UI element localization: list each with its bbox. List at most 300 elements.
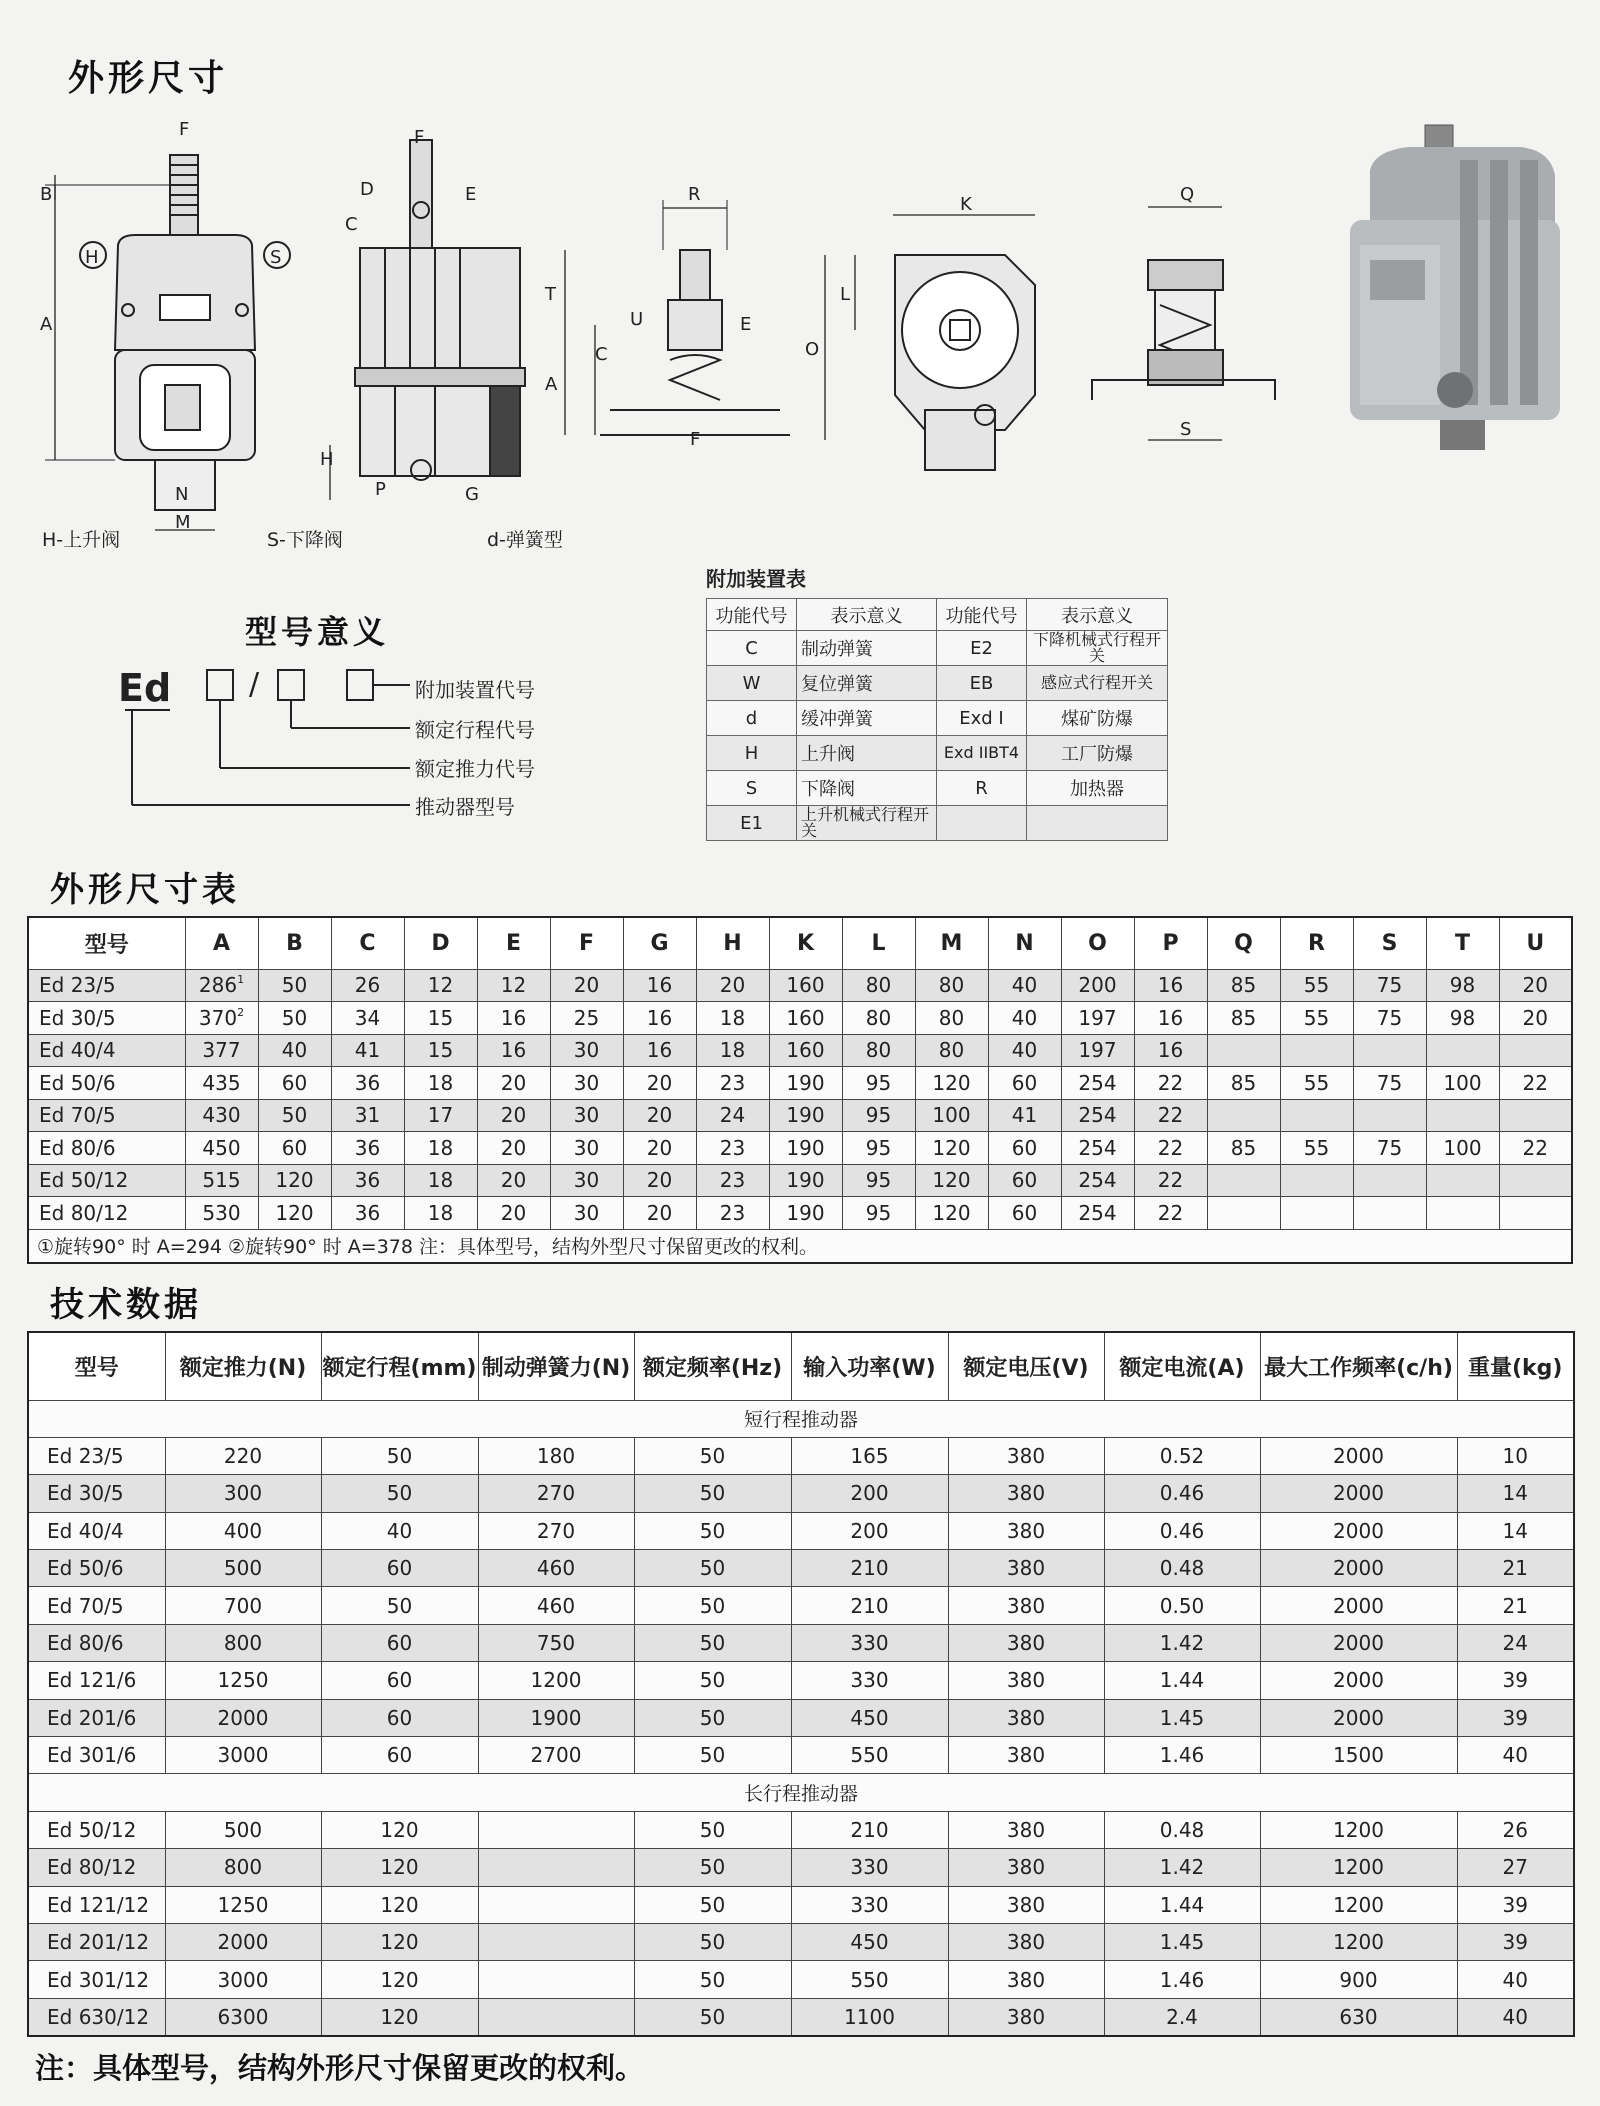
accessories-header-row [707,599,1168,631]
tech-value-cell: 380 [948,1550,1104,1587]
tech-value-cell: 210 [791,1550,948,1587]
tech-value-cell: 1500 [1260,1737,1457,1774]
tech-header-cell: 额定频率(Hz) [634,1332,791,1400]
dim-value-cell: 30 [550,1099,623,1132]
tech-row [28,1512,1574,1549]
svg-text:F: F [414,127,425,148]
dim-value-cell: 23 [696,1132,769,1165]
dim-value-cell: 40 [988,1034,1061,1067]
section-view-drawing [1092,207,1275,440]
accessories-row [707,666,1168,701]
acc-code: S [707,771,797,806]
dim-value-cell: 16 [1134,969,1207,1002]
dim-header-cell: N [988,917,1061,969]
dim-model-cell: Ed 50/6 [28,1067,185,1100]
tech-row [28,1662,1574,1699]
tech-value-cell: 210 [791,1587,948,1624]
dimensions-header-row [28,917,1572,969]
dim-value-cell [1426,1034,1499,1067]
dim-value-cell [1207,1197,1280,1230]
dim-value-cell: 190 [769,1197,842,1230]
tech-model-cell: Ed 301/6 [28,1737,165,1774]
dim-value-cell: 55 [1280,969,1353,1002]
tech-value-cell: 1200 [1260,1811,1457,1848]
tech-value-cell: 380 [948,1923,1104,1960]
tech-value-cell: 300 [165,1475,321,1512]
tech-value-cell: 380 [948,1811,1104,1848]
tech-value-cell: 60 [321,1624,478,1661]
dim-value-cell: 85 [1207,969,1280,1002]
dim-value-cell: 30 [550,1197,623,1230]
model-item-type: 推动器型号 [415,795,515,819]
tech-row [28,1886,1574,1923]
tech-header-cell: 制动弹簧力(N) [478,1332,634,1400]
acc-code: E1 [707,806,797,841]
dim-value-cell: 36 [331,1132,404,1165]
tech-value-cell: 39 [1457,1886,1574,1923]
dim-value-cell: 18 [696,1034,769,1067]
caption-h: H-上升阀 [42,529,121,551]
tech-value-cell: 50 [634,1849,791,1886]
dim-value-cell: 40 [258,1034,331,1067]
svg-text:B: B [40,184,53,205]
acc-meaning [1027,806,1168,841]
tech-model-cell: Ed 121/12 [28,1886,165,1923]
dim-value-cell: 16 [477,1002,550,1035]
spring-drawing [565,200,790,435]
dim-value-cell: 23 [696,1197,769,1230]
dim-value-cell [1207,1164,1280,1197]
tech-model-cell: Ed 201/6 [28,1699,165,1736]
dim-value-cell: 85 [1207,1132,1280,1165]
tech-model-cell: Ed 630/12 [28,1998,165,2035]
tech-value-cell: 120 [321,1849,478,1886]
svg-text:N: N [175,484,189,505]
accessories-row [707,701,1168,736]
tech-value-cell: 60 [321,1662,478,1699]
dim-header-cell: G [623,917,696,969]
tech-value-cell: 2000 [1260,1587,1457,1624]
dim-value-cell: 20 [623,1067,696,1100]
tech-model-cell: Ed 80/6 [28,1624,165,1661]
dim-value-cell: 160 [769,969,842,1002]
tech-model-cell: Ed 301/12 [28,1961,165,1998]
dim-value-cell: 100 [915,1099,988,1132]
dim-value-cell: 197 [1061,1002,1134,1035]
footer-note: 注：具体型号，结构外形尺寸保留更改的权利。 [35,2051,645,2085]
svg-text:T: T [545,284,556,305]
dim-value-cell: 60 [988,1164,1061,1197]
dims-table-title: 外形尺寸表 [50,870,240,910]
dim-value-cell [1353,1197,1426,1230]
dim-value-cell: 55 [1280,1067,1353,1100]
dim-value-cell [1499,1034,1572,1067]
model-item-force: 额定推力代号 [415,757,535,781]
dim-value-cell: 18 [696,1002,769,1035]
tech-value-cell: 1.42 [1104,1624,1260,1661]
tech-value-cell: 3000 [165,1737,321,1774]
tech-value-cell [478,1849,634,1886]
tech-value-cell: 50 [321,1587,478,1624]
dim-value-cell [1207,1034,1280,1067]
dim-value-cell: 20 [623,1164,696,1197]
tech-header-cell: 重量(kg) [1457,1332,1574,1400]
acc-code: EB [937,666,1027,701]
acc-meaning: 加热器 [1027,771,1168,806]
tech-value-cell [478,1811,634,1848]
tech-value-cell: 21 [1457,1587,1574,1624]
caption-s: S-下降阀 [267,529,343,551]
svg-text:C: C [345,214,358,235]
dim-value-cell: 80 [842,1034,915,1067]
dim-value-cell: 85 [1207,1002,1280,1035]
dim-value-cell: 22 [1134,1067,1207,1100]
dim-value-cell: 377 [185,1034,258,1067]
dim-value-cell: 120 [915,1197,988,1230]
tech-value-cell: 380 [948,1961,1104,1998]
tech-section-label: 长行程推动器 [28,1774,1574,1811]
svg-text:A: A [40,314,53,335]
tech-value-cell: 270 [478,1512,634,1549]
dim-value-cell: 75 [1353,969,1426,1002]
svg-text:F: F [690,429,701,450]
dimensions-table [27,916,1573,1264]
dim-value-cell: 17 [404,1099,477,1132]
tech-value-cell: 1.46 [1104,1737,1260,1774]
tech-value-cell: 120 [321,1886,478,1923]
dim-value-cell: 31 [331,1099,404,1132]
dim-value-cell: 18 [404,1132,477,1165]
model-meaning-title: 型号意义 [245,613,390,651]
tech-value-cell: 120 [321,1961,478,1998]
tech-value-cell: 180 [478,1437,634,1474]
dim-value-cell: 36 [331,1197,404,1230]
tech-value-cell: 1.46 [1104,1961,1260,1998]
tech-row [28,1737,1574,1774]
acc-code: d [707,701,797,736]
acc-code: R [937,771,1027,806]
dim-value-cell: 60 [988,1197,1061,1230]
tech-value-cell: 450 [791,1699,948,1736]
svg-text:M: M [175,512,191,533]
dim-value-cell: 197 [1061,1034,1134,1067]
dim-header-cell: M [915,917,988,969]
tech-value-cell: 6300 [165,1998,321,2035]
tech-value-cell: 50 [321,1437,478,1474]
dim-value-cell: 16 [1134,1002,1207,1035]
tech-model-cell: Ed 201/12 [28,1923,165,1960]
tech-value-cell: 210 [791,1811,948,1848]
model-prefix: Ed [118,666,172,710]
tech-value-cell: 50 [634,1737,791,1774]
model-meaning-diagram [115,660,415,820]
tech-row [28,1699,1574,1736]
tech-value-cell: 50 [634,1923,791,1960]
dim-value-cell: 254 [1061,1197,1134,1230]
dim-value-cell: 190 [769,1164,842,1197]
acc-meaning: 下降机械式行程开关 [1027,631,1168,666]
footnote-mark: 2 [237,1005,245,1019]
tech-value-cell: 0.46 [1104,1512,1260,1549]
dim-value-cell: 22 [1499,1067,1572,1100]
dim-value-cell: 60 [258,1067,331,1100]
tech-header-cell: 额定电压(V) [948,1332,1104,1400]
tech-model-cell: Ed 23/5 [28,1437,165,1474]
tech-value-cell: 630 [1260,1998,1457,2035]
svg-text:D: D [360,179,374,200]
tech-value-cell: 800 [165,1624,321,1661]
tech-value-cell: 800 [165,1849,321,1886]
dim-value-cell [1280,1164,1353,1197]
dim-value-cell: 20 [550,969,623,1002]
dim-value-cell: 50 [258,1099,331,1132]
tech-value-cell: 50 [634,1475,791,1512]
tech-value-cell: 39 [1457,1923,1574,1960]
dim-header-cell: L [842,917,915,969]
tech-row [28,1849,1574,1886]
tech-value-cell: 1200 [478,1662,634,1699]
svg-text:U: U [630,309,644,330]
dim-model-cell: Ed 30/5 [28,1002,185,1035]
svg-text:H: H [320,449,334,470]
dim-value-cell: 190 [769,1067,842,1100]
dim-value-cell: 41 [988,1099,1061,1132]
dim-value-cell: 515 [185,1164,258,1197]
dim-value-cell [1280,1034,1353,1067]
acc-code: E2 [937,631,1027,666]
dim-value-cell: $286^1$ [185,969,258,1002]
tech-value-cell [478,1998,634,2035]
dim-header-cell: F [550,917,623,969]
dim-value-cell: 450 [185,1132,258,1165]
dim-value-cell: 75 [1353,1132,1426,1165]
tech-value-cell: 700 [165,1587,321,1624]
tech-value-cell: 1200 [1260,1923,1457,1960]
dim-model-cell: Ed 50/12 [28,1164,185,1197]
tech-value-cell: 2000 [1260,1512,1457,1549]
tech-value-cell: 330 [791,1624,948,1661]
tech-value-cell: 50 [634,1998,791,2035]
dim-row [28,1132,1572,1165]
tech-value-cell: 380 [948,1998,1104,2035]
acc-code: Exd I [937,701,1027,736]
tech-header-cell: 输入功率(W) [791,1332,948,1400]
dim-header-cell: Q [1207,917,1280,969]
svg-text:K: K [960,194,972,215]
acc-meaning: 感应式行程开关 [1027,666,1168,701]
dim-row [28,1164,1572,1197]
dim-header-cell: D [404,917,477,969]
tech-header-cell: 型号 [28,1332,165,1400]
dim-value-cell [1426,1099,1499,1132]
tech-value-cell: 1.44 [1104,1886,1260,1923]
dim-value-cell: 98 [1426,1002,1499,1035]
dim-value-cell: 22 [1134,1197,1207,1230]
tech-value-cell [478,1886,634,1923]
tech-value-cell: 380 [948,1624,1104,1661]
dim-value-cell: 120 [915,1164,988,1197]
tech-value-cell: 330 [791,1886,948,1923]
dim-value-cell: 15 [404,1002,477,1035]
dim-value-cell: 80 [842,969,915,1002]
dim-value-cell [1426,1197,1499,1230]
dim-value-cell: 20 [1499,1002,1572,1035]
tech-value-cell: 550 [791,1737,948,1774]
tech-value-cell: 40 [321,1512,478,1549]
dim-value-cell: 20 [477,1164,550,1197]
tech-value-cell: 1250 [165,1662,321,1699]
dim-value-cell [1353,1164,1426,1197]
acc-meaning: 煤矿防爆 [1027,701,1168,736]
dim-model-cell: Ed 80/12 [28,1197,185,1230]
tech-value-cell: 120 [321,1998,478,2035]
tech-value-cell: 400 [165,1512,321,1549]
dim-value-cell: 41 [331,1034,404,1067]
tech-value-cell: 1900 [478,1699,634,1736]
acc-meaning: 复位弹簧 [797,666,937,701]
tech-row [28,1587,1574,1624]
tech-value-cell: 1.45 [1104,1923,1260,1960]
tech-value-cell: 330 [791,1662,948,1699]
tech-row [28,1961,1574,1998]
dim-value-cell: 20 [696,969,769,1002]
tech-value-cell: 50 [634,1961,791,1998]
tech-value-cell: 39 [1457,1699,1574,1736]
tech-model-cell: Ed 121/6 [28,1662,165,1699]
tech-value-cell: 24 [1457,1624,1574,1661]
acc-header: 表示意义 [1027,599,1168,631]
tech-value-cell: 2000 [1260,1437,1457,1474]
svg-text:S: S [1180,419,1192,440]
dim-value-cell: 25 [550,1002,623,1035]
tech-value-cell: 50 [321,1475,478,1512]
tech-value-cell: 2000 [165,1699,321,1736]
tech-value-cell: 550 [791,1961,948,1998]
dim-value-cell: 20 [477,1197,550,1230]
dim-value-cell: 23 [696,1164,769,1197]
dim-value-cell: 80 [915,969,988,1002]
tech-model-cell: Ed 50/6 [28,1550,165,1587]
dim-value-cell [1499,1197,1572,1230]
tech-header-cell: 额定推力(N) [165,1332,321,1400]
dim-value-cell: 55 [1280,1002,1353,1035]
tech-header-row [28,1332,1574,1400]
dim-value-cell: 16 [623,1034,696,1067]
tech-value-cell: 50 [634,1437,791,1474]
dim-value-cell: 16 [477,1034,550,1067]
dim-value-cell [1499,1099,1572,1132]
front-view-drawing [45,155,290,530]
tech-value-cell: 2000 [1260,1624,1457,1661]
dim-header-cell: E [477,917,550,969]
dim-value-cell [1207,1099,1280,1132]
svg-text:O: O [805,339,820,360]
tech-model-cell: Ed 80/12 [28,1849,165,1886]
dim-model-cell: Ed 70/5 [28,1099,185,1132]
tech-value-cell: 460 [478,1550,634,1587]
dim-value-cell: 30 [550,1067,623,1100]
tech-value-cell: 50 [634,1587,791,1624]
dim-value-cell: 100 [1426,1067,1499,1100]
tech-value-cell: 50 [634,1811,791,1848]
dim-value-cell: 190 [769,1132,842,1165]
tech-header-cell: 额定电流(A) [1104,1332,1260,1400]
dim-value-cell: 12 [477,969,550,1002]
tech-value-cell: 120 [321,1923,478,1960]
dim-value-cell [1280,1099,1353,1132]
dim-value-cell: 95 [842,1099,915,1132]
dim-value-cell: 20 [623,1197,696,1230]
tech-value-cell: 380 [948,1737,1104,1774]
model-item-stroke: 额定行程代号 [415,718,535,742]
dim-value-cell: 12 [404,969,477,1002]
tech-value-cell: 2000 [165,1923,321,1960]
tech-value-cell: 200 [791,1512,948,1549]
dim-header-cell: K [769,917,842,969]
tech-model-cell: Ed 40/4 [28,1512,165,1549]
dim-value-cell: 120 [915,1132,988,1165]
svg-text:F: F [179,119,190,140]
tech-value-cell: 380 [948,1886,1104,1923]
svg-text:E: E [465,184,477,205]
tech-value-cell: 200 [791,1475,948,1512]
tech-value-cell: 2700 [478,1737,634,1774]
tech-value-cell: 1250 [165,1886,321,1923]
acc-code [937,806,1027,841]
tech-value-cell: 2000 [1260,1475,1457,1512]
dim-model-cell: Ed 40/4 [28,1034,185,1067]
tech-value-cell: 50 [634,1624,791,1661]
dim-model-cell: Ed 80/6 [28,1132,185,1165]
dim-header-cell: A [185,917,258,969]
dim-value-cell: 160 [769,1034,842,1067]
dim-row [28,1067,1572,1100]
dim-value-cell: 26 [331,969,404,1002]
tech-value-cell: 0.46 [1104,1475,1260,1512]
dim-value-cell: 75 [1353,1067,1426,1100]
tech-value-cell: 50 [634,1699,791,1736]
dim-value-cell: 50 [258,969,331,1002]
svg-text:Q: Q [1180,184,1195,205]
tech-value-cell: 165 [791,1437,948,1474]
svg-text:C: C [595,344,608,365]
dim-value-cell: 34 [331,1002,404,1035]
tech-value-cell: 0.48 [1104,1550,1260,1587]
acc-meaning: 上升阀 [797,736,937,771]
dim-value-cell: 24 [696,1099,769,1132]
tech-value-cell: 10 [1457,1437,1574,1474]
dim-value-cell [1426,1164,1499,1197]
dim-value-cell: 120 [258,1197,331,1230]
tech-model-cell: Ed 50/12 [28,1811,165,1848]
acc-meaning: 下降阀 [797,771,937,806]
dim-value-cell: 36 [331,1067,404,1100]
dim-value-cell: 80 [915,1002,988,1035]
acc-header: 功能代号 [937,599,1027,631]
dim-value-cell: 190 [769,1099,842,1132]
dim-value-cell: 22 [1134,1132,1207,1165]
tech-value-cell: 500 [165,1811,321,1848]
dim-value-cell: 40 [988,969,1061,1002]
dim-value-cell: 55 [1280,1132,1353,1165]
tech-title: 技术数据 [50,1285,202,1325]
tech-row [28,1624,1574,1661]
outline-title: 外形尺寸 [68,58,229,99]
tech-data-table [27,1331,1575,2037]
dim-value-cell: 18 [404,1197,477,1230]
tech-value-cell: 750 [478,1624,634,1661]
tech-row [28,1923,1574,1960]
